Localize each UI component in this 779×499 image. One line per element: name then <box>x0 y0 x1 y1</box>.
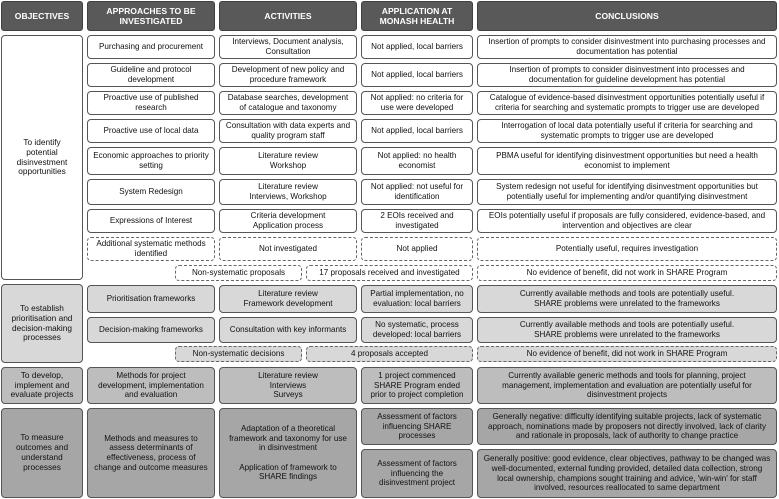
conclusion-non-systematic-decisions <box>477 346 777 362</box>
approach-label: Expressions of Interest <box>109 216 193 226</box>
approach-label: Methods for project development, implementation and evaluation <box>98 370 204 400</box>
conclusion-label: No evidence of benefit, did not work in SHARE Program <box>526 268 728 278</box>
objective-establish-label: To establish prioritisation and decision-making processes <box>11 302 73 343</box>
application-economic <box>361 147 473 175</box>
conclusion-label: Currently available generic methods and tools for planning, project management, implementation and evaluation are potentially useful for disinvestment projects <box>502 370 752 400</box>
objective-develop <box>1 367 83 404</box>
approach-label: System Redesign <box>119 187 183 197</box>
approach-non-systematic-proposals <box>175 265 302 281</box>
approach-guideline <box>87 63 215 87</box>
conclusion-local-data <box>477 119 777 143</box>
objective-measure-label: To measure outcomes and understand processes <box>15 432 69 472</box>
activity-label: Interviews, Document analysis, Consultation <box>232 37 344 56</box>
approach-label: Additional systematic methods identified <box>96 239 206 258</box>
activity-label: Not investigated <box>258 244 318 254</box>
conclusion-label: No evidence of benefit, did not work in SHARE Program <box>526 349 728 359</box>
conclusion-published-research <box>477 91 777 115</box>
approach-system-redesign <box>87 179 215 205</box>
conclusion-label: System redesign not useful for identifying disinvestment opportunities but potentially useful for implementing and/or quantifying disinvestment <box>496 182 758 201</box>
approach-label: Economic approaches to priority setting <box>93 151 209 170</box>
activity-measure <box>219 408 357 498</box>
conclusion-label: Generally positive: good evidence, clear objectives, pathway to be changed was well-documented, external funding provided, detailed data collection, strong local ownership, champions sought training and advice, 'win-win' for staff involved, resources reallocated to same department <box>483 454 771 493</box>
activity-label: Criteria development Application process <box>250 211 326 230</box>
activity-purchasing <box>219 35 357 59</box>
conclusion-label: Currently available methods and tools are potentially useful. SHARE problems were unrelated to the frameworks <box>519 320 735 339</box>
conclusion-eoi <box>477 209 777 233</box>
application-label: 1 project commenced SHARE Program ended prior to project completion <box>370 370 464 400</box>
activity-label: Development of new policy and procedure framework <box>231 65 345 84</box>
approach-additional-methods <box>87 237 215 261</box>
approach-label: Proactive use of published research <box>103 93 199 112</box>
approach-label: Prioritisation frameworks <box>106 294 196 304</box>
conclusion-label: Catalogue of evidence-based disinvestment opportunities potentially useful if criteria for searching and systematic prompts to trigger use are developed <box>489 93 765 112</box>
application-project-methods <box>361 367 473 404</box>
conclusion-label: Insertion of prompts to consider disinvestment into purchasing processes and documentation has potential <box>488 37 766 56</box>
conclusion-label: Currently available methods and tools are potentially useful. SHARE problems were unrelated to the frameworks <box>519 289 735 308</box>
approach-label: Non-systematic proposals <box>191 268 286 278</box>
activity-label: Consultation with key informants <box>229 325 347 335</box>
approach-published-research <box>87 91 215 115</box>
activity-label: Database searches, development of catalogue and taxonomy <box>227 93 349 112</box>
activity-label: Literature review Framework development <box>243 289 333 308</box>
application-label: Not applied: no criteria for use were developed <box>370 93 464 112</box>
approach-non-systematic-decisions <box>175 346 302 362</box>
conclusion-project-methods <box>477 367 777 404</box>
application-guideline <box>361 63 473 87</box>
header-approaches <box>87 1 215 31</box>
activity-system-redesign <box>219 179 357 205</box>
approach-label: Proactive use of local data <box>103 126 199 136</box>
application-eoi <box>361 209 473 233</box>
conclusion-additional-methods <box>477 237 777 261</box>
approach-label: Methods and measures to assess determinants of effectiveness, process of change and outcome measures <box>94 433 208 472</box>
approach-local-data <box>87 119 215 143</box>
approach-eoi <box>87 209 215 233</box>
approach-label: Guideline and protocol development <box>110 65 192 84</box>
activity-label: Literature review Workshop <box>258 151 318 170</box>
header-application-label: APPLICATION AT MONASH HEALTH <box>379 5 455 26</box>
conclusion-economic <box>477 147 777 175</box>
conclusion-decision-making <box>477 317 777 343</box>
header-approaches-label: APPROACHES TO BE INVESTIGATED <box>106 5 196 26</box>
activity-prioritisation <box>219 285 357 313</box>
objective-develop-label: To develop, implement and evaluate projects <box>10 369 74 400</box>
conclusion-measure-positive <box>477 449 777 498</box>
activity-label: 4 proposals accepted <box>351 349 428 359</box>
application-prioritisation <box>361 285 473 313</box>
objective-establish <box>1 284 83 363</box>
application-label: Not applied, local barriers <box>371 42 463 52</box>
activity-non-systematic-decisions <box>306 346 473 362</box>
conclusion-label: Interrogation of local data potentially useful if criteria for searching and systematic prompts to trigger use are developed <box>501 121 753 140</box>
application-label: Not applied, local barriers <box>371 126 463 136</box>
approach-measure <box>87 408 215 498</box>
conclusion-guideline <box>477 63 777 87</box>
application-label: Not applied, local barriers <box>371 70 463 80</box>
activity-label: 17 proposals received and investigated <box>319 268 460 278</box>
header-activities-label: ACTIVITIES <box>264 10 312 21</box>
header-conclusions-label: CONCLUSIONS <box>595 10 659 21</box>
application-label: No systematic, process developed: local barriers <box>372 320 462 339</box>
application-additional-methods <box>361 237 473 261</box>
application-label: Assessment of factors influencing the disinvestment project <box>377 458 457 488</box>
header-conclusions <box>477 1 777 31</box>
activity-additional-methods <box>219 237 357 261</box>
objective-identify-label: To identify potential disinvestment opportunities <box>16 136 68 177</box>
application-published-research <box>361 91 473 115</box>
header-objectives <box>1 1 83 31</box>
activity-guideline <box>219 63 357 87</box>
application-system-redesign <box>361 179 473 205</box>
application-local-data <box>361 119 473 143</box>
conclusion-label: PBMA useful for identifying disinvestment opportunities but need a health economist to implement <box>496 151 758 170</box>
activity-eoi <box>219 209 357 233</box>
activity-project-methods <box>219 367 357 404</box>
approach-decision-making <box>87 317 215 343</box>
conclusion-label: Generally negative: difficulty identifying suitable projects, lack of systematic approach, nominations made by proposers not directly involved, lack of clarity and rationale in proposals, lack of authority to change practice <box>487 411 767 441</box>
application-label: Partial implementation, no evaluation: local barriers <box>370 289 464 308</box>
conclusion-label: Potentially useful, requires investigation <box>555 244 699 254</box>
header-application <box>361 1 473 31</box>
objective-measure <box>1 408 83 498</box>
activity-economic <box>219 147 357 175</box>
approach-prioritisation <box>87 285 215 313</box>
application-label: Assessment of factors influencing SHARE processes <box>377 411 457 441</box>
activity-label: Consultation with data experts and quality program staff <box>225 121 351 140</box>
activity-decision-making <box>219 317 357 343</box>
application-decision-making <box>361 317 473 343</box>
approach-label: Purchasing and procurement <box>99 42 203 52</box>
conclusion-prioritisation <box>477 285 777 313</box>
approach-project-methods <box>87 367 215 404</box>
objective-identify <box>1 35 83 280</box>
conclusion-label: Insertion of prompts to consider disinvestment into processes and documentation for guideline development has potential <box>509 65 745 84</box>
activity-non-systematic-proposals <box>306 265 473 281</box>
header-objectives-label: OBJECTIVES <box>14 10 70 21</box>
approach-economic <box>87 147 215 175</box>
activity-label: Literature review Interviews, Workshop <box>249 182 327 201</box>
application-measure-share <box>361 408 473 445</box>
application-label: Not applied <box>396 244 438 254</box>
conclusion-purchasing <box>477 35 777 59</box>
activity-published-research <box>219 91 357 115</box>
activity-label: Literature review Interviews Surveys <box>258 370 318 400</box>
application-measure-project <box>361 449 473 498</box>
conclusion-label: EOIs potentially useful if proposals are fully considered, evidence-based, and intervention and objectives are clear <box>488 211 766 230</box>
header-activities <box>219 1 357 31</box>
conclusion-system-redesign <box>477 179 777 205</box>
application-purchasing <box>361 35 473 59</box>
conclusion-non-systematic-proposals <box>477 265 777 281</box>
application-label: Not applied: no health economist <box>377 151 457 170</box>
application-label: 2 EOIs received and investigated <box>380 211 454 230</box>
conclusion-measure-negative <box>477 408 777 445</box>
approach-label: Decision-making frameworks <box>99 325 203 335</box>
approach-purchasing <box>87 35 215 59</box>
application-label: Not applied: not useful for identification <box>370 182 464 201</box>
activity-label: Adaptation of a theoretical framework and taxonomy for use in disinvestment Application of framework to SHARE findings <box>229 423 347 482</box>
approach-label: Non-systematic decisions <box>192 349 285 359</box>
activity-local-data <box>219 119 357 143</box>
